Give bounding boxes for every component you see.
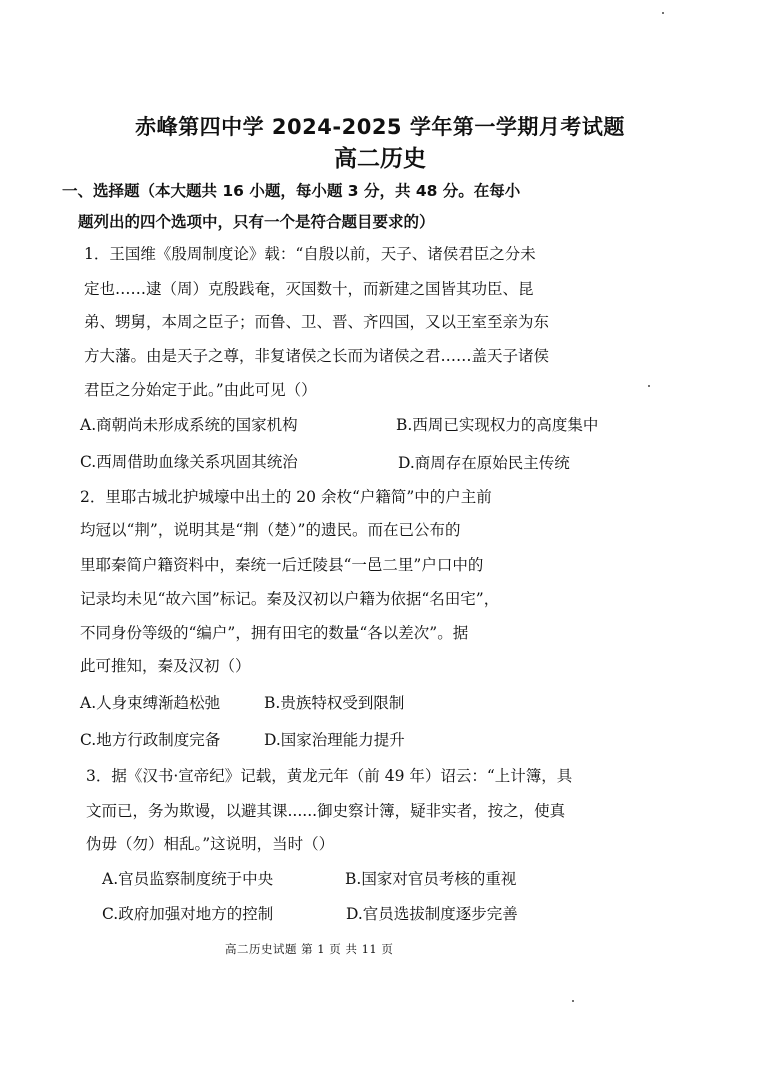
question-1-option-a: A.商朝尚未形成系统的国家机构 xyxy=(80,416,298,434)
question-3-line-3: 伪毋（勿）相乱。”这说明，当时（） xyxy=(86,835,335,853)
question-2-line-3: 里耶秦简户籍资料中，秦统一后迁陵县“一邑二里”户口中的 xyxy=(80,556,484,574)
question-2-line-4: 记录均未见“故六国”标记。秦及汉初以户籍为依据“名田宅”， xyxy=(80,590,500,608)
question-1-option-b: B.西周已实现权力的高度集中 xyxy=(396,416,599,434)
section-heading xyxy=(62,176,622,238)
question-3-line-1: 3．据《汉书·宣帝纪》记载，黄龙元年（前 49 年）诏云：“上计簿，具 xyxy=(86,767,573,785)
scan-speck xyxy=(662,12,664,14)
question-2-option-a: A.人身束缚渐趋松弛 xyxy=(80,694,221,712)
page-footer: 高二历史试题 第 1 页 共 11 页 xyxy=(225,942,394,956)
question-2-option-d: D.国家治理能力提升 xyxy=(264,731,405,749)
question-2-line-1: 2．里耶古城北护城壕中出土的 20 余枚“户籍简”中的户主前 xyxy=(80,488,492,506)
question-1-line-3: 弟、甥舅，本周之臣子；而鲁、卫、晋、齐四国，又以王室至亲为东 xyxy=(84,313,550,331)
question-1-line-2: 定也……逮（周）克殷践奄，灭国数十，而新建之国皆其功臣、昆 xyxy=(84,280,534,298)
question-3-option-a: A.官员监察制度统于中央 xyxy=(102,870,274,888)
page-title: 赤峰第四中学 2024-2025 学年第一学期月考试题 xyxy=(135,115,625,139)
question-3-option-d: D.官员选拔制度逐步完善 xyxy=(346,905,518,923)
question-1-line-1: 1．王国维《殷周制度论》载：“自殷以前，天子、诸侯君臣之分未 xyxy=(84,245,536,263)
question-2-option-c: C.地方行政制度完备 xyxy=(80,731,221,749)
question-1-line-5: 君臣之分始定于此。”由此可见（） xyxy=(84,381,317,399)
page-subtitle: 高二历史 xyxy=(334,146,426,172)
section-heading-line-1: 一、选择题（本大题共 16 小题，每小题 3 分，共 48 分。在每小 xyxy=(62,182,521,200)
question-3-option-c: C.政府加强对地方的控制 xyxy=(102,905,274,923)
scan-speck xyxy=(572,1000,574,1002)
scan-speck xyxy=(648,385,650,387)
section-heading-line-2: 题列出的四个选项中，只有一个是符合题目要求的） xyxy=(78,213,435,231)
question-3-option-b: B.国家对官员考核的重视 xyxy=(345,870,517,888)
question-1-option-c: C.西周借助血缘关系巩固其统治 xyxy=(80,453,298,471)
question-2-line-2: 均冠以“荆”，说明其是“荆（楚）”的遗民。而在已公布的 xyxy=(80,521,461,539)
question-2-line-5: 不同身份等级的“编户”，拥有田宅的数量“各以差次”。据 xyxy=(80,624,469,642)
question-1-option-d: D.商周存在原始民主传统 xyxy=(398,454,570,472)
question-1-line-4: 方大藩。由是天子之尊，非复诸侯之长而为诸侯之君……盖天子诸侯 xyxy=(84,347,550,365)
question-3-line-2: 文而已，务为欺谩，以避其课......御史察计簿，疑非实者，按之，使真 xyxy=(86,802,566,820)
question-2-option-b: B.贵族特权受到限制 xyxy=(264,694,405,712)
question-2-line-6: 此可推知，秦及汉初（） xyxy=(80,657,251,675)
